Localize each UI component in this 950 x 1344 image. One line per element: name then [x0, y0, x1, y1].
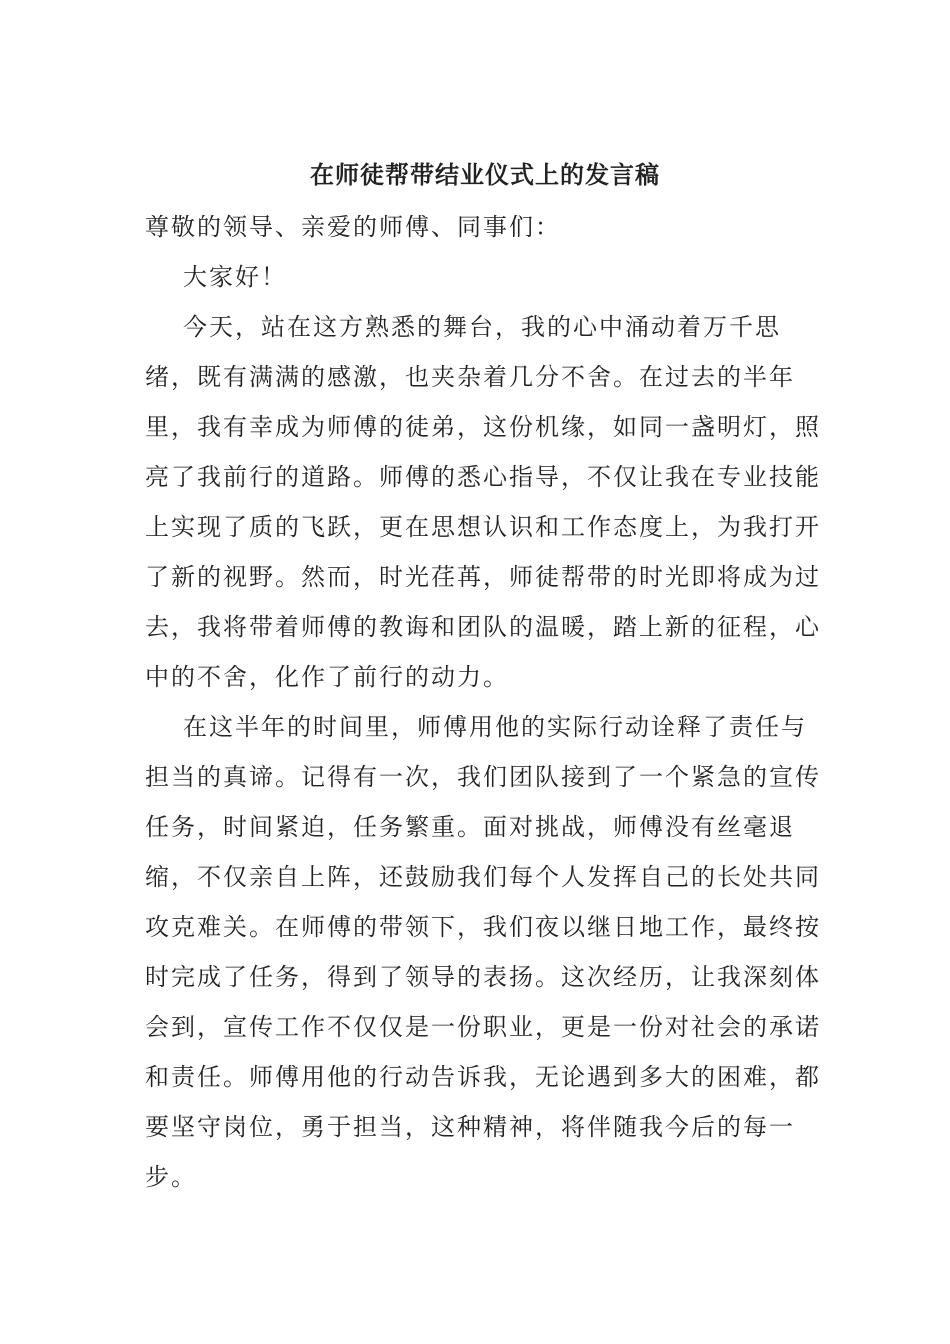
- body-paragraph-2: 在这半年的时间里，师傅用他的实际行动诠释了责任与担当的真谛。记得有一次，我们团队接到了一个紧急的宣传任务，时间紧迫，任务繁重。面对挑战，师傅没有丝毫退缩，不仅亲自上阵，还鼓励我们每个人发挥自己的长处共同攻克难关。在师傅的带领下，我们夜以继日地工作，最终按时完成了任务，得到了领导的表扬。这次经历，让我深刻体会到，宣传工作不仅仅是一份职业，更是一份对社会的承诺和责任。师傅用他的行动告诉我，无论遇到多大的困难，都要坚守岗位，勇于担当，这种精神，将伴随我今后的每一步。: [145, 713, 821, 1191]
- document-title: 在师徒帮带结业仪式上的发言稿: [310, 160, 660, 189]
- body-paragraph-1: 今天，站在这方熟悉的舞台，我的心中涌动着万千思绪，既有满满的感激，也夹杂着几分不舍。在过去的半年里，我有幸成为师傅的徒弟，这份机缘，如同一盏明灯，照亮了我前行的道路。师傅的悉心指导，不仅让我在专业技能上实现了质的飞跃，更在思想认识和工作态度上，为我打开了新的视野。然而，时光荏苒，师徒帮带的时光即将成为过去，我将带着师傅的教诲和团队的温暖，踏上新的征程，心中的不舍，化作了前行的动力。: [145, 313, 821, 691]
- greeting: 大家好！: [183, 263, 287, 291]
- salutation: 尊敬的领导、亲爱的师傅、同事们：: [145, 213, 561, 241]
- document-page: [145, 150, 825, 1202]
